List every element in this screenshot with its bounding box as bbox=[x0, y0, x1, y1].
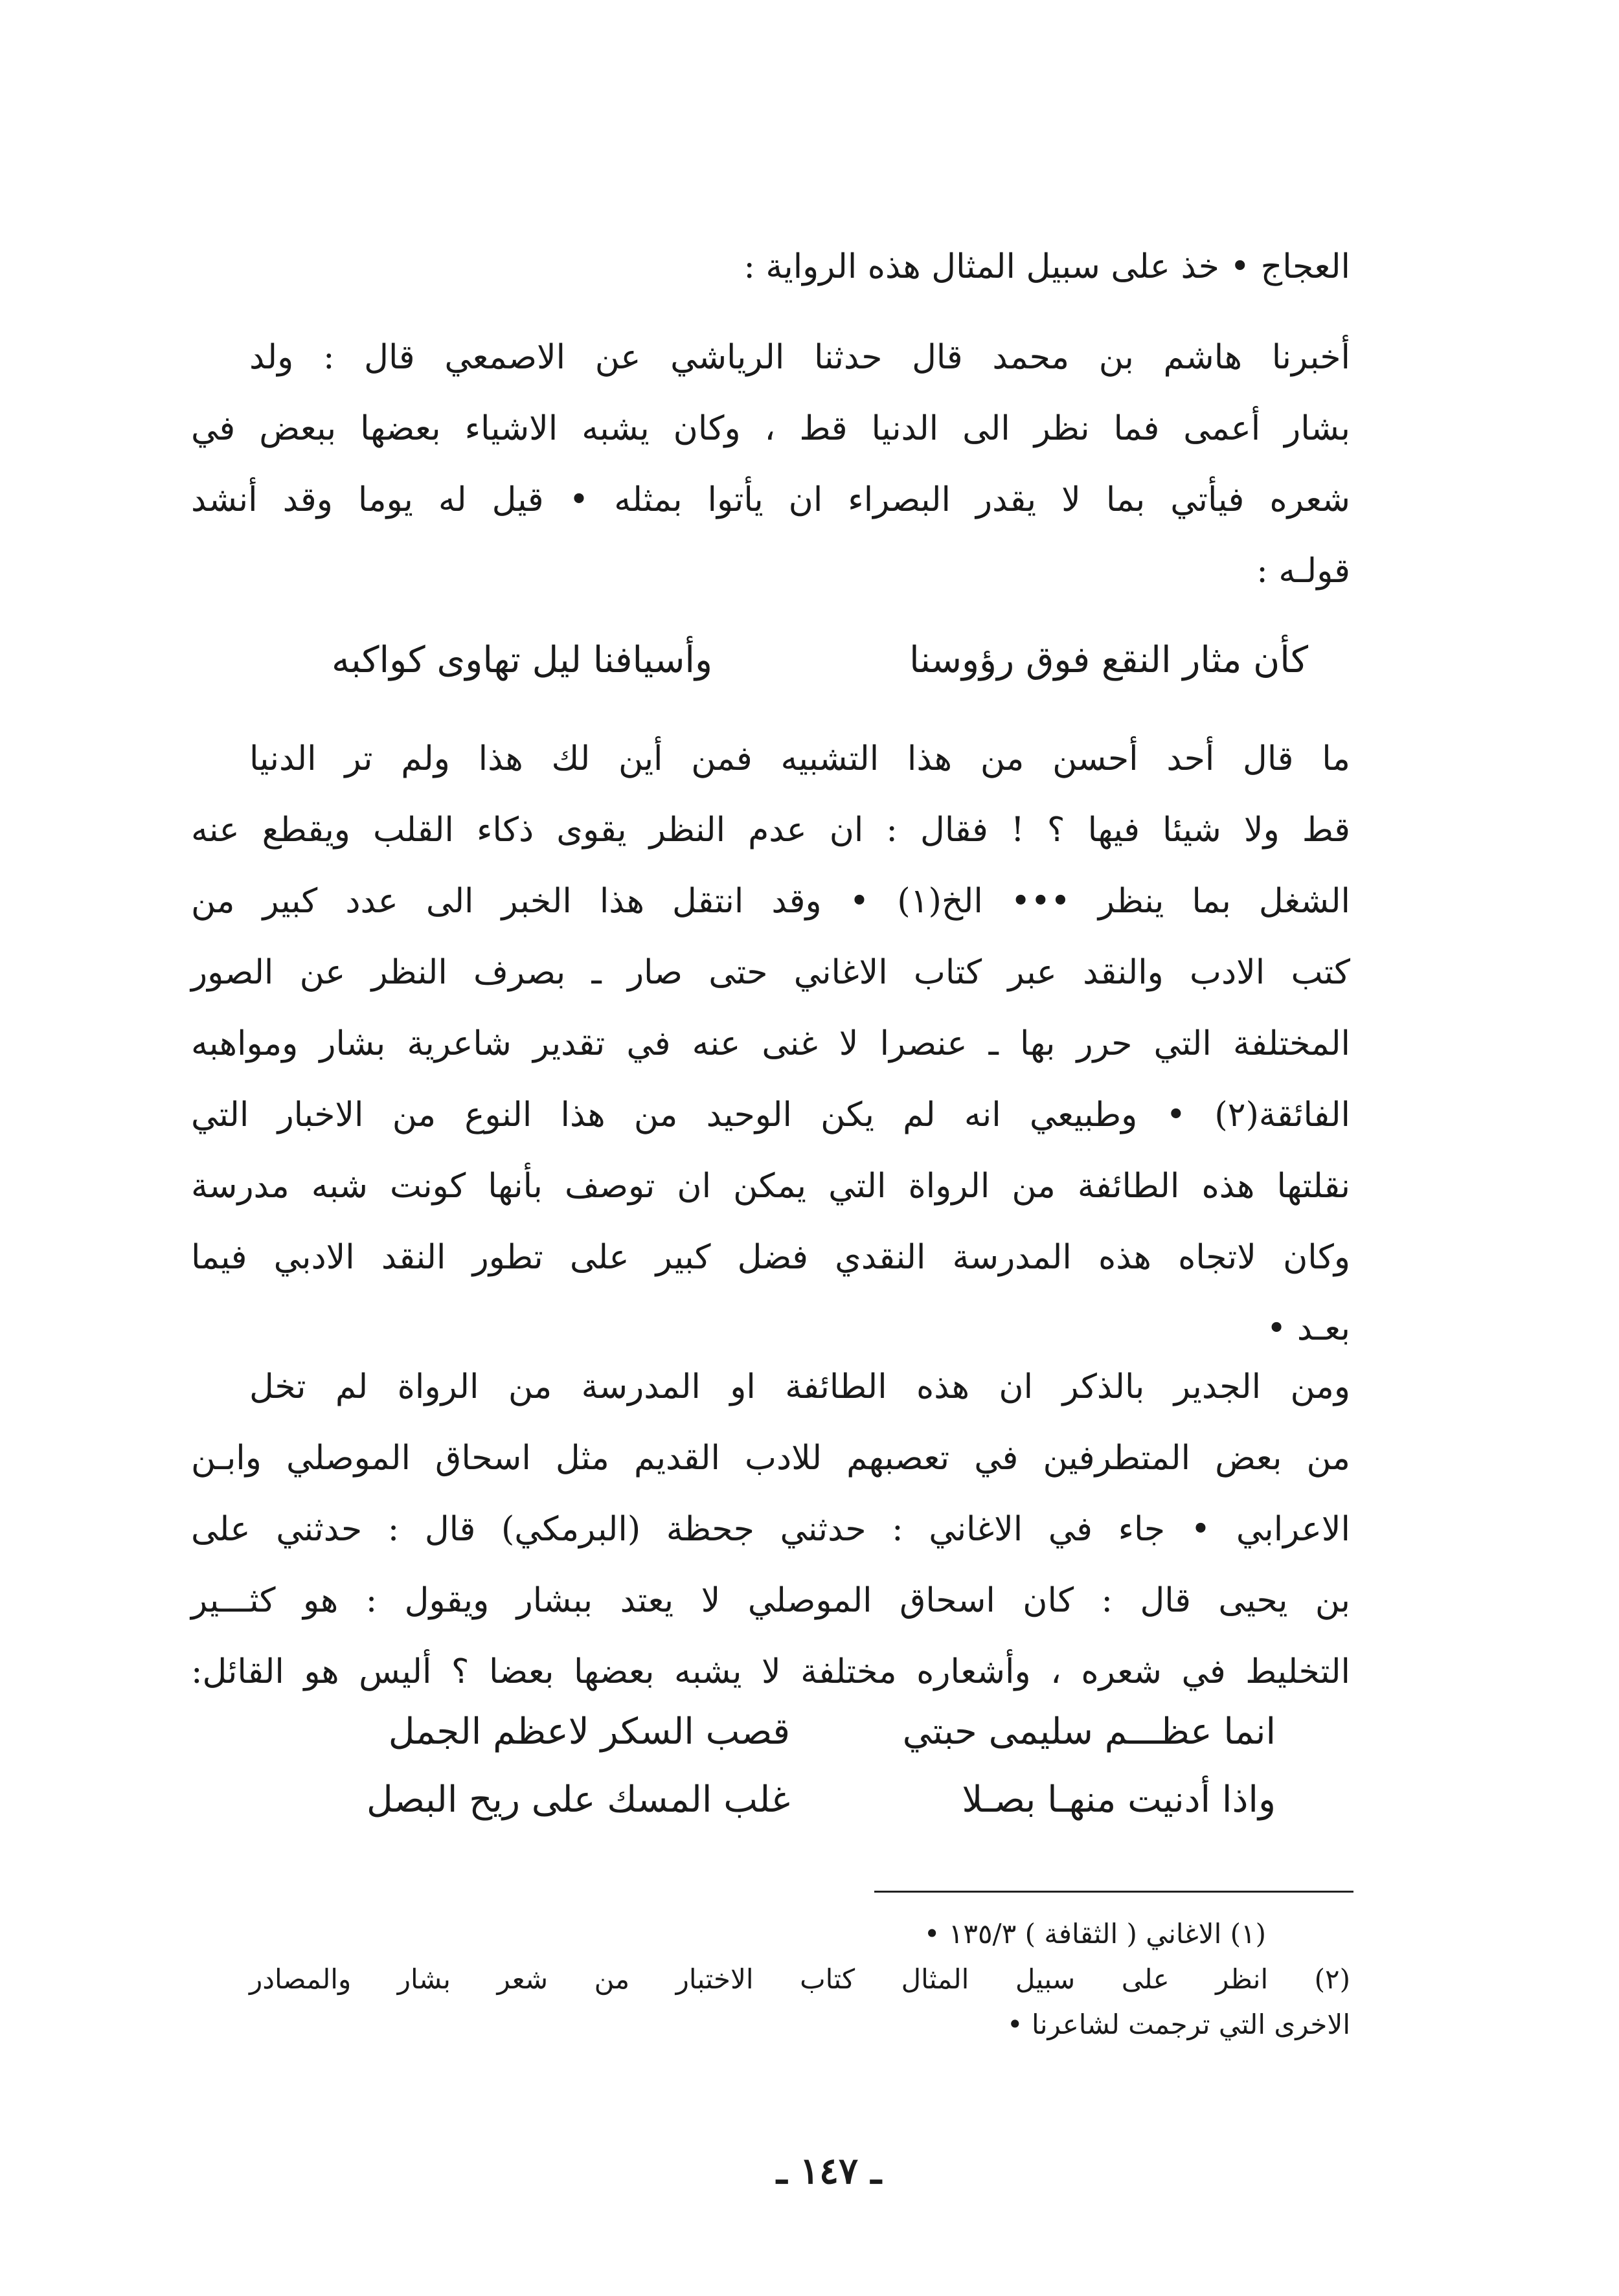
text-line: الاعرابي • جاء في الاغاني : حدثني جحظة (البرمكي) قال : حدثني على bbox=[191, 1510, 1350, 1549]
footnote: (١) الاغاني ( الثقافة ) ١٣٥/٣ • bbox=[923, 1918, 1266, 1950]
verse-hemistich-right: واذا أدنيت منهـا بصـلا bbox=[962, 1779, 1276, 1821]
text-line: العجاج • خذ على سبيل المثال هذه الرواية : bbox=[743, 247, 1350, 286]
text-line: وكان لاتجاه هذه المدرسة النقدي فضل كبير على تطور النقد الادبي فيما bbox=[191, 1238, 1350, 1277]
verse-hemistich-right: كأن مثار النقع فوق رؤوسنا bbox=[909, 639, 1308, 681]
text-line: بن يحيى قال : كان اسحاق الموصلي لا يعتد ببشار ويقول : هو كثـــير bbox=[191, 1581, 1350, 1620]
text-line: بعـد • bbox=[1266, 1309, 1350, 1348]
page-number: ـ ١٤٧ ـ bbox=[776, 2150, 882, 2192]
text-line: ما قال أحد أحسن من هذا التشبيه فمن أين لك هذا ولم تر الدنيا bbox=[249, 739, 1351, 778]
text-line: المختلفة التي حرر بها ـ عنصرا لا غنى عنه في تقدير شاعرية بشار ومواهبه bbox=[191, 1024, 1350, 1063]
text-line: نقلتها هذه الطائفة من الرواة التي يمكن ان توصف بأنها كونت شبه مدرسة bbox=[191, 1167, 1350, 1206]
footnote-separator bbox=[874, 1891, 1353, 1893]
text-line: أخبرنا هاشم بن محمد قال حدثنا الرياشي عن الاصمعي قال : ولد bbox=[249, 338, 1350, 377]
text-line: التخليط في شعره ، وأشعاره مختلفة لا يشبه بعضها بعضا ؟ أليس هو القائل: bbox=[191, 1652, 1350, 1691]
text-line: الفائقة(٢) • وطبيعي انه لم يكن الوحيد من هذا النوع من الاخبار التي bbox=[191, 1096, 1350, 1134]
text-line: شعره فيأتي بما لا يقدر البصراء ان يأتوا بمثله • قيل له يوما وقد أنشد bbox=[191, 480, 1350, 519]
text-line: من بعض المتطرفين في تعصبهم للادب القديم مثل اسحاق الموصلي وابـن bbox=[191, 1439, 1350, 1478]
verse-hemistich-right: انما عظـــم سليمى حبتي bbox=[902, 1711, 1276, 1753]
text-line: بشار أعمى فما نظر الى الدنيا قط ، وكان يشبه الاشياء بعضها ببعض في bbox=[191, 409, 1350, 448]
text-line: الشغل بما ينظر ••• الخ(١) • وقد انتقل هذا الخبر الى عدد كبير من bbox=[191, 882, 1350, 921]
verse-hemistich-left: غلب المسك على ريح البصل bbox=[366, 1779, 790, 1821]
text-line: كتب الادب والنقد عبر كتاب الاغاني حتى صار ـ بصرف النظر عن الصور bbox=[191, 953, 1351, 992]
text-line: قط ولا شيئا فيها ؟ ! فقال : ان عدم النظر يقوى ذكاء القلب ويقطع عنه bbox=[191, 811, 1350, 850]
verse-hemistich-left: وأسيافنا ليل تهاوى كواكبه bbox=[331, 639, 712, 681]
verse-hemistich-left: قصب السكر لاعظم الجمل bbox=[388, 1711, 790, 1753]
footnote: (٢) انظر على سبيل المثال كتاب الاختبار من شعر بشار والمصادر bbox=[249, 1963, 1350, 1995]
text-line: ومن الجدير بالذكر ان هذه الطائفة او المدرسة من الرواة لم تخل bbox=[249, 1367, 1350, 1406]
footnote: الاخرى التي ترجمت لشاعرنا • bbox=[1006, 2009, 1350, 2040]
text-line: قولـه : bbox=[1256, 552, 1350, 591]
